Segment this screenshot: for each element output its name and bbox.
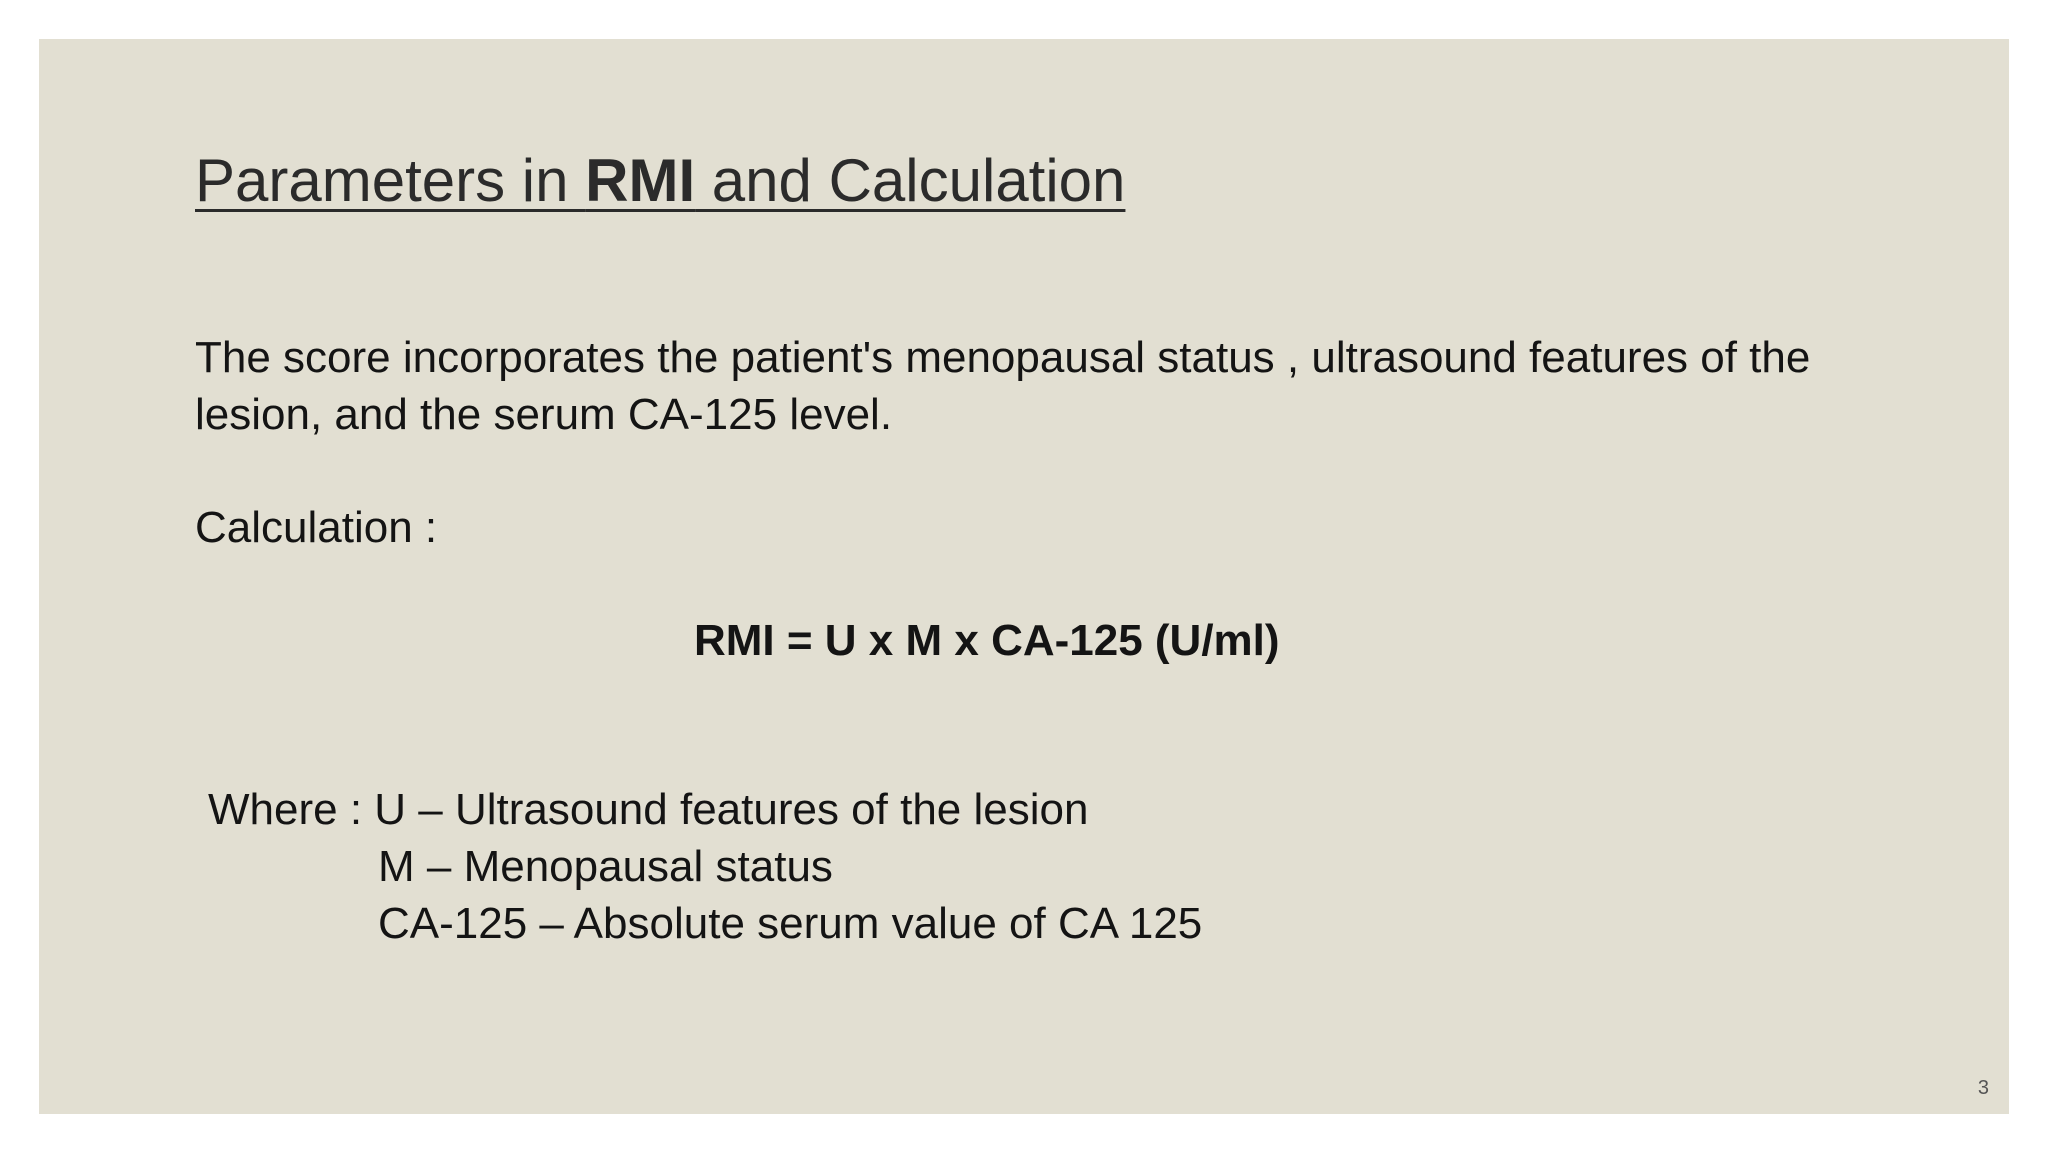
title-bold-rmi: RMI <box>585 147 696 214</box>
slide-title <box>195 145 1125 217</box>
slide <box>39 39 2009 1114</box>
intro-paragraph: The score incorporates the patient's menopausal status , ultrasound features of the lesion, and the serum CA-125 level. <box>195 333 1811 439</box>
rmi-formula: RMI = U x M x CA-125 (U/ml) <box>694 616 1280 665</box>
title-suffix: and Calculation <box>695 147 1126 214</box>
definition-ca125: CA-125 – Absolute serum value of CA 125 <box>378 899 1203 948</box>
definition-u: Where : U – Ultrasound features of the lesion <box>208 785 1089 834</box>
calculation-label: Calculation : <box>195 503 438 552</box>
page-number: 3 <box>1977 1077 1989 1099</box>
definition-m: M – Menopausal status <box>378 842 833 891</box>
title-prefix: Parameters in <box>195 147 586 214</box>
where-definitions <box>208 781 1202 952</box>
